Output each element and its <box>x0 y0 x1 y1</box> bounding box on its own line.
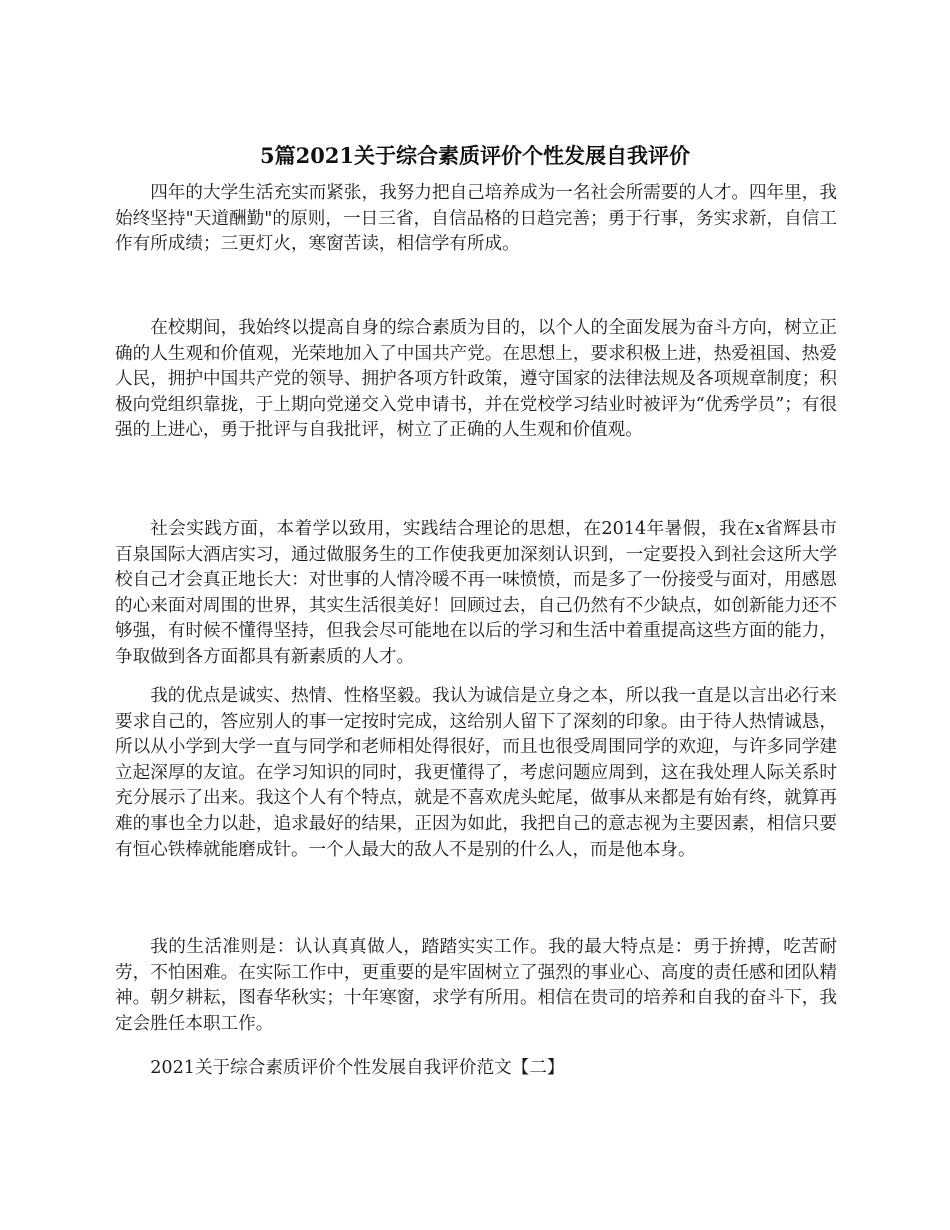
paragraph-2: 在校期间，我始终以提高自身的综合素质为目的，以个人的全面发展为奋斗方向，树立正确的人生观和价值观，光荣地加入了中国共产党。在思想上，要求积极上进，热爱祖国、热爱人民，拥护中国共产党的领导、拥护各项方针政策，遵守国家的法律法规及各项规章制度；积极向党组织靠拢，于上期向党递交入党申请书，并在党校学习结业时被评为“优秀学员”；有很强的上进心，勇于批评与自我批评，树立了正确的人生观和价值观。 <box>115 318 837 441</box>
section-heading-2: 2021关于综合素质评价个性发展自我评价范文【二】 <box>150 1058 565 1078</box>
paragraph-5: 我的生活准则是：认认真真做人，踏踏实实工作。我的最大特点是：勇于拚搏，吃苦耐劳，不怕困难。在实际工作中，更重要的是牢固树立了强烈的事业心、高度的责任感和团队精神。朝夕耕耘，图春华秋实；十年寒窗，求学有所用。相信在贵司的培养和自我的奋斗下，我定会胜任本职工作。 <box>115 937 837 1034</box>
paragraph-1: 四年的大学生活充实而紧张，我努力把自己培养成为一名社会所需要的人才。四年里，我始终坚持"天道酬勤"的原则，一日三省，自信品格的日趋完善；勇于行事，务实求新，自信工作有所成绩；三更灯火，寒窗苦读，相信学有所成。 <box>115 183 837 255</box>
paragraph-3: 社会实践方面，本着学以致用，实践结合理论的思想，在2014年暑假，我在x省辉县市百泉国际大酒店实习，通过做服务生的工作使我更加深刻认识到，一定要投入到社会这所大学校自己才会真正地长大：对世事的人情冷暖不再一味愤愤，而是多了一份接受与面对，用感恩的心来面对周围的世界，其实生活很美好！回顾过去，自己仍然有不少缺点，如创新能力还不够强，有时候不懂得坚持，但我会尽可能地在以后的学习和生活中着重提高这些方面的能力，争取做到各方面都具有新素质的人才。 <box>115 519 837 667</box>
paragraph-4: 我的优点是诚实、热情、性格坚毅。我认为诚信是立身之本，所以我一直是以言出必行来要求自己的，答应别人的事一定按时完成，这给别人留下了深刻的印象。由于待人热情诚恳，所以从小学到大学一直与同学和老师相处得很好，而且也很受周围同学的欢迎，与许多同学建立起深厚的友谊。在学习知识的同时，我更懂得了，考虑问题应周到，这在我处理人际关系时充分展示了出来。我这个人有个特点，就是不喜欢虎头蛇尾，做事从来都是有始有终，就算再难的事也全力以赴，追求最好的结果，正因为如此，我把自己的意志视为主要因素，相信只要有恒心铁棒就能磨成针。一个人最大的敌人不是别的什么人，而是他本身。 <box>115 686 837 860</box>
document-title: 5篇2021关于综合素质评价个性发展自我评价 <box>259 143 691 168</box>
